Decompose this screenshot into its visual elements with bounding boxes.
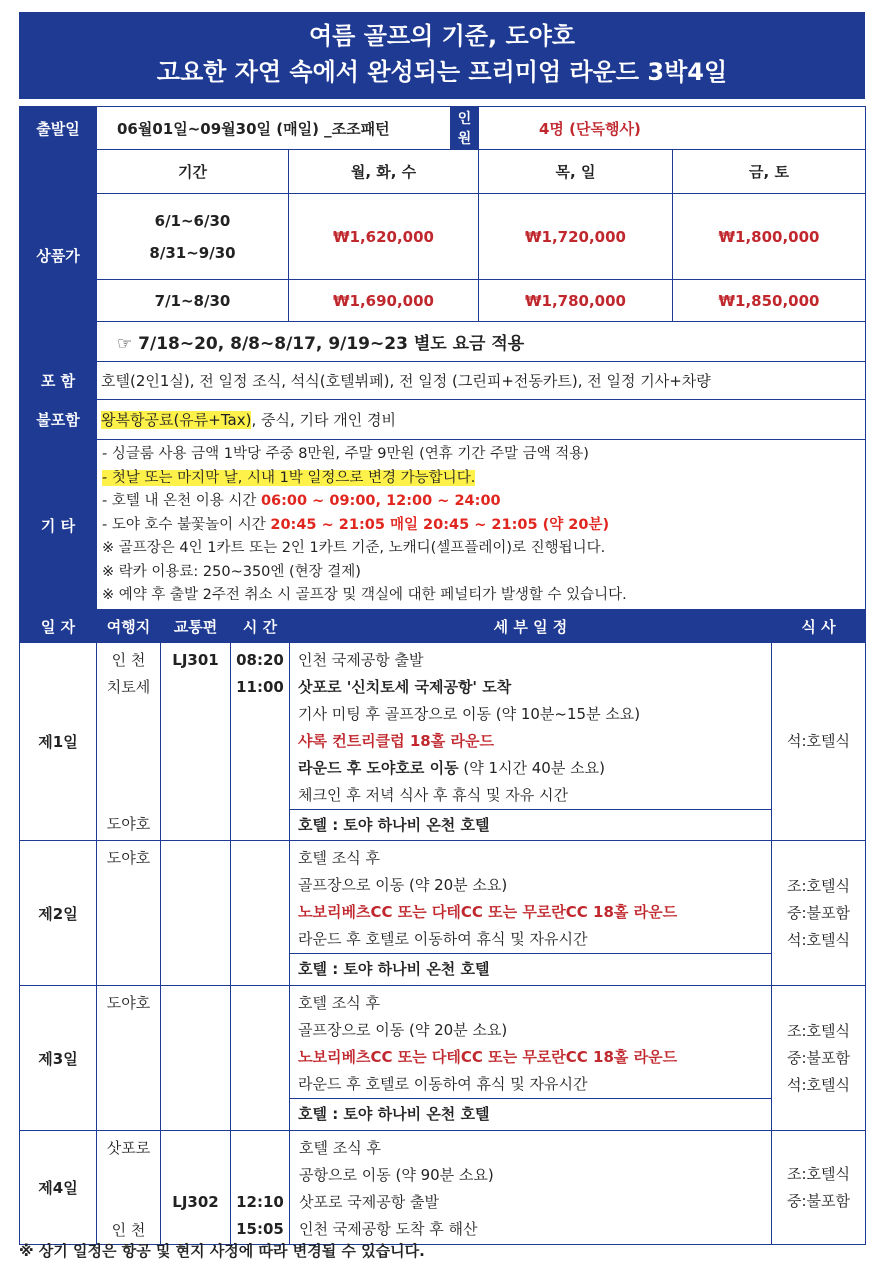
header-detail: 세 부 일 정 [290,610,772,643]
day-3: 제3일 [20,986,97,1131]
day-3-times [231,986,290,1131]
include-value: 호텔(2인1실), 전 일정 조식, 석식(호텔뷔페), 전 일정 (그린피+전동카트), 전 일정 기사+차량 [97,362,866,400]
exclude-value [97,400,866,440]
day-3-flight [161,986,231,1131]
day-2-detail-1: 호텔 조식 후 [298,849,380,867]
title-line-1: 여름 골프의 기준, 도야호 [308,22,576,50]
etc-line-6: ※ 락카 이용료: 250~350엔 (현장 결제) [102,563,361,580]
day-4-detail-2: 공항으로 이동 (약 90분 소요) [299,1166,494,1184]
day-4-places: 삿포로 인 천 [97,1131,161,1245]
day-3-details [290,986,772,1131]
include-label: 포 함 [20,362,97,400]
price-r2-fri-sat: ₩1,850,000 [673,280,866,322]
title-banner [19,12,865,99]
day-4-detail-1: 호텔 조식 후 [299,1139,381,1157]
day-1-detail-5: 라운드 후 도야호로 이동 (약 1시간 40분 소요) [298,759,605,777]
price-r1-fri-sat: ₩1,800,000 [673,194,866,280]
itinerary-table [19,609,866,1245]
etc-line-5: ※ 골프장은 4인 1카트 또는 2인 1카트 기준, 노캐디(셀프플레이)로 진행됩니다. [102,540,606,557]
header-meal: 식 사 [772,610,866,643]
etc-line-1: - 싱글룸 사용 금액 1박당 주중 8만원, 주말 9만원 (연휴 기간 주말 금액 적용) [102,446,589,463]
price-r2-mon-wed: ₩1,690,000 [289,280,479,322]
day-3-meals: 조:호텔식 중:불포함 석:호텔식 [772,986,866,1131]
day-2-hotel: 호텔 : 토야 하나비 온천 호텔 [290,953,771,984]
surcharge-note: ☞ 7/18~20, 8/8~8/17, 9/19~23 별도 요금 적용 [97,322,866,362]
day-2-times [231,841,290,986]
etc-notes [97,440,866,612]
day-1-detail-4: 샤록 컨트리클럽 18홀 라운드 [298,732,494,750]
day-2-places: 도야호 [97,841,161,986]
day-4-flight: LJ302 [161,1131,231,1245]
people-label: 인 원 [451,107,479,150]
day-1-detail-3: 기사 미팅 후 골프장으로 이동 (약 10분~15분 소요) [298,705,641,723]
day-4-detail-3: 삿포로 국제공항 출발 [299,1193,439,1211]
day-1: 제1일 [20,643,97,841]
day-4: 제4일 [20,1131,97,1245]
etc-label: 기 타 [20,440,97,612]
day-2-details [290,841,772,986]
exclude-label: 불포함 [20,400,97,440]
day-2-detail-4: 라운드 후 호텔로 이동하여 휴식 및 자유시간 [298,930,588,948]
exclude-highlight: 왕복항공료(유류+Tax) [101,411,252,429]
day-2-detail-2: 골프장으로 이동 (약 20분 소요) [298,876,508,894]
day-1-places: 인 천 치토세 도야호 [97,643,161,841]
price-r1-mon-wed: ₩1,620,000 [289,194,479,280]
footnote: ※ 상기 일정은 항공 및 현지 사정에 따라 변경될 수 있습니다. [19,1242,425,1260]
day-1-details [290,643,772,841]
period-row-2: 7/1~8/30 [97,280,289,322]
product-info-table [19,106,866,612]
etc-line-7: ※ 예약 후 출발 2주전 취소 시 골프장 및 객실에 대한 페널티가 발생할 수 있습니다. [102,587,627,604]
day-1-hotel: 호텔 : 토야 하나비 온천 호텔 [290,809,771,840]
people-value: 4명 (단독행사) [479,107,866,150]
price-r2-thu-sun: ₩1,780,000 [479,280,673,322]
day-3-detail-3: 노보리베츠CC 또는 다테CC 또는 무로란CC 18홀 라운드 [298,1048,678,1066]
day-1-detail-6: 체크인 후 저녁 식사 후 휴식 및 자유 시간 [298,786,568,804]
period-row-1 [97,194,289,280]
day-3-places: 도야호 [97,986,161,1131]
price-r1-thu-sun: ₩1,720,000 [479,194,673,280]
day-1-detail-1: 인천 국제공항 출발 [298,651,424,669]
period-1a: 6/1~6/30 [154,211,231,230]
etc-line-3: - 호텔 내 온천 이용 시간 06:00 ~ 09:00, 12:00 ~ 24:00 [102,493,501,510]
day-1-meals: 석:호텔식 [772,643,866,841]
day-1-times: 08:20 11:00 [231,643,290,841]
day-2-flight [161,841,231,986]
day-4-details [290,1131,772,1245]
etc-line-4: - 도야 호수 불꽃놀이 시간 20:45 ~ 21:05 매일 20:45 ~ 21:05 (약 20분) [102,516,610,533]
day-4-times: 12:10 15:05 [231,1131,290,1245]
day-4-detail-4: 인천 국제공항 도착 후 해산 [299,1220,478,1238]
title-line-2: 고요한 자연 속에서 완성되는 프리미엄 라운드 3박4일 [156,58,728,86]
period-header: 기간 [97,150,289,194]
day-header-thu-sun: 목, 일 [479,150,673,194]
day-2-detail-3: 노보리베츠CC 또는 다테CC 또는 무로란CC 18홀 라운드 [298,903,678,921]
departure-label: 출발일 [20,107,97,150]
etc-line-2: - 첫날 또는 마지막 날, 시내 1박 일정으로 변경 가능합니다. [102,469,476,486]
day-1-flight: LJ301 [161,643,231,841]
header-place: 여행지 [97,610,161,643]
day-3-detail-1: 호텔 조식 후 [298,994,380,1012]
departure-value: 06월01일~09월30일 (매일) _조조패턴 [97,107,451,150]
day-3-hotel: 호텔 : 토야 하나비 온천 호텔 [290,1098,771,1129]
day-1-detail-2: 삿포로 '신치토세 국제공항' 도착 [298,678,512,696]
day-2: 제2일 [20,841,97,986]
header-transport: 교통편 [161,610,231,643]
exclude-rest: , 중식, 기타 개인 경비 [251,411,396,429]
header-time: 시 간 [231,610,290,643]
header-day: 일 자 [20,610,97,643]
period-1b: 8/31~9/30 [149,243,236,262]
day-header-fri-sat: 금, 토 [673,150,866,194]
day-3-detail-4: 라운드 후 호텔로 이동하여 휴식 및 자유시간 [298,1075,588,1093]
day-3-detail-2: 골프장으로 이동 (약 20분 소요) [298,1021,508,1039]
day-4-meals: 조:호텔식 중:불포함 [772,1131,866,1245]
day-2-meals: 조:호텔식 중:불포함 석:호텔식 [772,841,866,986]
price-label: 상품가 [20,150,97,362]
day-header-mon-wed: 월, 화, 수 [289,150,479,194]
